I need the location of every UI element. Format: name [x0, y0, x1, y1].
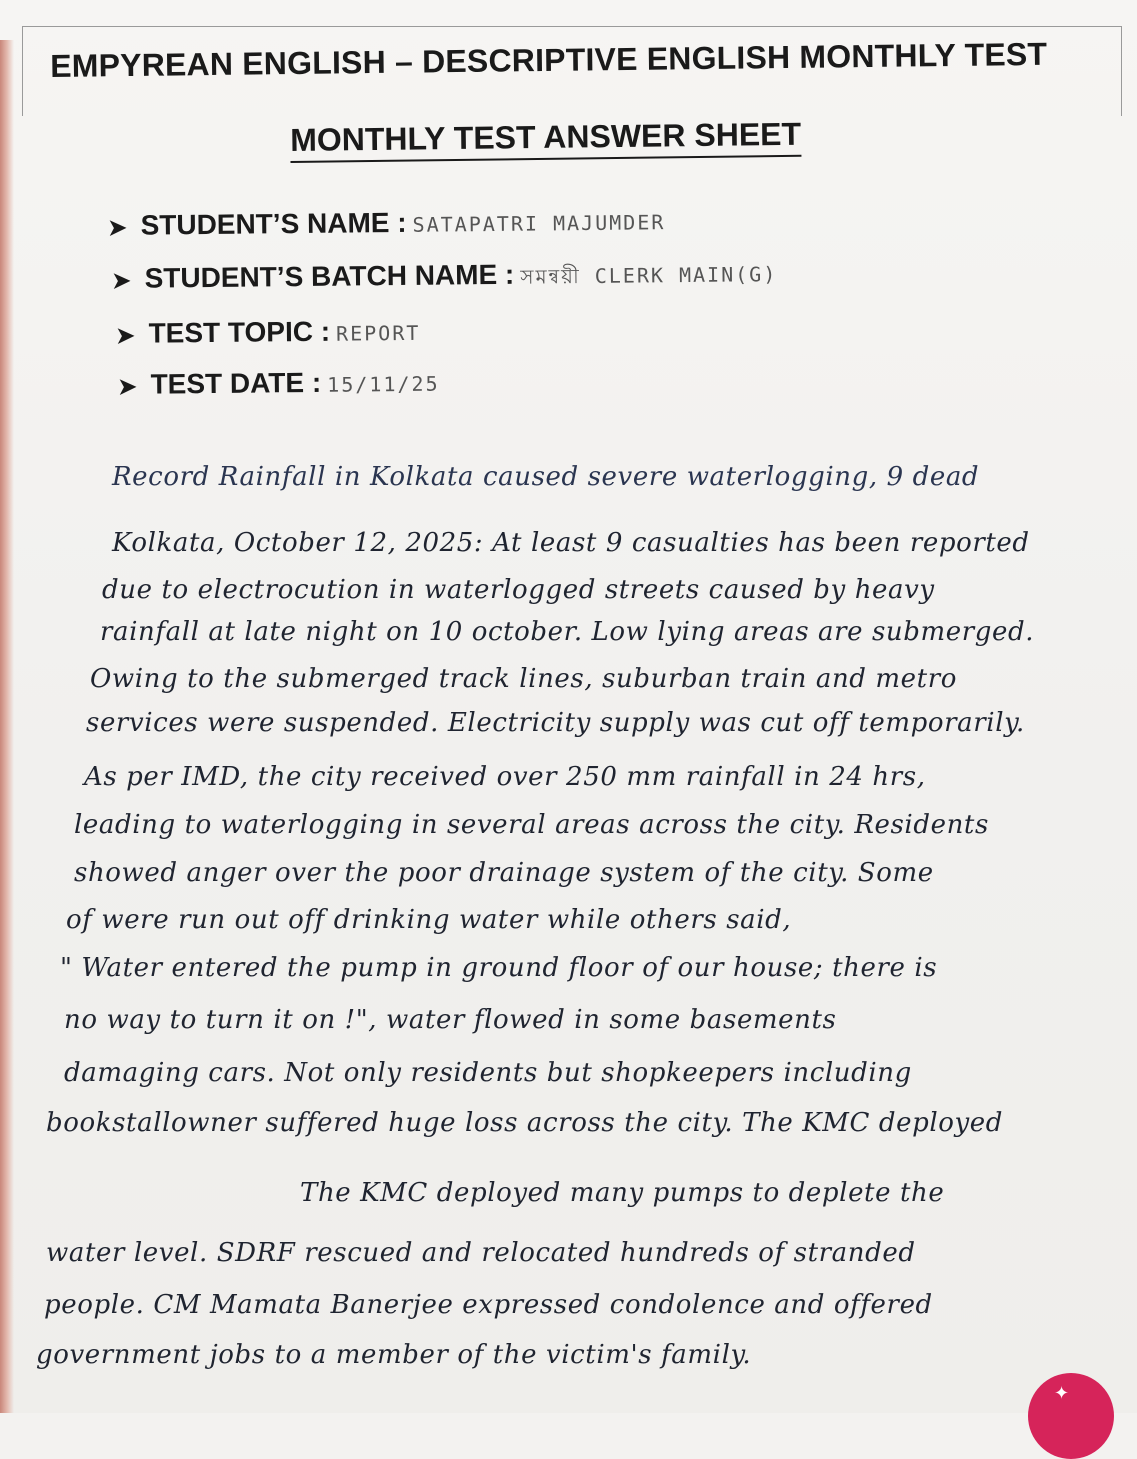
test-topic-label: TEST TOPIC : — [148, 315, 331, 349]
test-date-value: 15/11/25 — [327, 371, 440, 397]
floating-action-badge[interactable] — [1028, 1373, 1114, 1459]
batch-name-field — [112, 256, 777, 300]
report-line: due to electrocution in waterlogged streets caused by heavy — [102, 575, 935, 605]
test-topic-field — [116, 315, 421, 350]
bullet-arrow-icon: ➤ — [116, 322, 135, 348]
student-name-field — [108, 204, 665, 242]
report-line: of were run out off drinking water while others said, — [66, 905, 792, 935]
report-line: bookstallowner suffered huge loss across the city. The KMC deployed — [46, 1108, 1004, 1138]
page-edge-shadow — [0, 40, 14, 1413]
bullet-arrow-icon: ➤ — [112, 267, 131, 293]
bullet-arrow-icon: ➤ — [118, 373, 137, 399]
bullet-arrow-icon: ➤ — [108, 214, 127, 240]
sparkle-icon: ✦ — [1054, 1383, 1070, 1403]
test-date-label: TEST DATE : — [150, 366, 322, 400]
report-line: damaging cars. Not only residents but shopkeepers including — [64, 1058, 912, 1088]
report-line: showed anger over the poor drainage system of the city. Some — [74, 858, 934, 888]
report-line: no way to turn it on !", water flowed in some basements — [64, 1005, 837, 1035]
report-line: leading to waterlogging in several areas across the city. Residents — [74, 810, 989, 840]
report-line: services were suspended. Electricity supply was cut off temporarily. — [86, 708, 1025, 738]
batch-name-label: STUDENT’S BATCH NAME : — [144, 258, 515, 294]
report-line: " Water entered the pump in ground floor of our house; there is — [60, 953, 938, 983]
student-name-label: STUDENT’S NAME : — [140, 206, 407, 241]
report-line: Owing to the submerged track lines, suburban train and metro — [90, 664, 957, 694]
batch-name-value: সমন্বয়ী CLERK MAIN(G) — [520, 262, 778, 289]
report-line: people. CM Mamata Banerjee expressed condolence and offered — [44, 1290, 933, 1320]
report-line: The KMC deployed many pumps to deplete the — [300, 1178, 945, 1208]
test-date-field — [118, 366, 440, 401]
student-name-value: SATAPATRI MAJUMDER — [412, 210, 666, 237]
sheet-title: EMPYREAN ENGLISH – DESCRIPTIVE ENGLISH MONTHLY TEST — [50, 35, 1048, 84]
report-line: rainfall at late night on 10 october. Low lying areas are submerged. — [100, 617, 1035, 647]
sheet-subtitle: MONTHLY TEST ANSWER SHEET — [290, 116, 801, 163]
report-line: As per IMD, the city received over 250 mm rainfall in 24 hrs, — [84, 762, 926, 792]
report-line: Kolkata, October 12, 2025: At least 9 casualties has been reported — [112, 528, 1030, 558]
report-line: government jobs to a member of the victim's family. — [36, 1340, 752, 1370]
report-headline: Record Rainfall in Kolkata caused severe waterlogging, 9 dead — [112, 462, 980, 492]
report-line: water level. SDRF rescued and relocated hundreds of stranded — [46, 1238, 916, 1268]
test-topic-value: REPORT — [335, 320, 421, 346]
